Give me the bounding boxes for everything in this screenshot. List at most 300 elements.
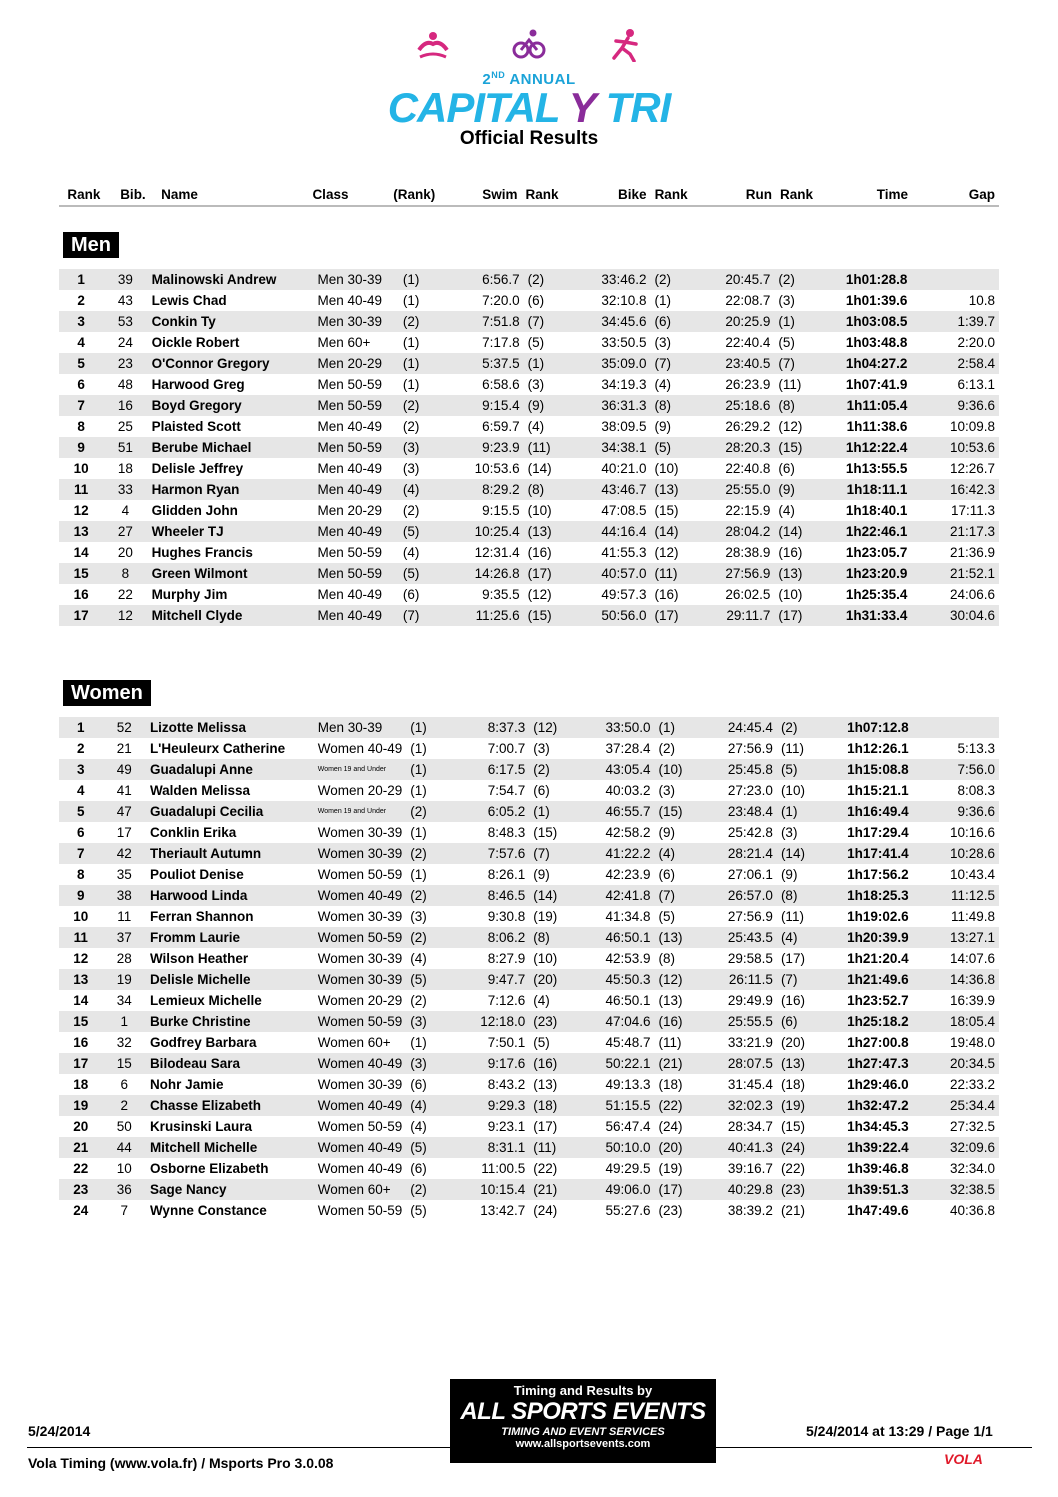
cell-class: Women 50-59	[314, 1011, 407, 1032]
cell-bib: 38	[102, 885, 145, 906]
cell-gap: 7:56.0	[913, 759, 999, 780]
cell-swim: 8:43.2	[487, 1077, 526, 1092]
table-row	[59, 605, 999, 626]
cell-swim: 6:56.7	[448, 269, 524, 290]
cell-run-rank: (1)	[777, 801, 823, 822]
table-row	[59, 948, 999, 969]
col-header-swim: Swim	[482, 186, 518, 202]
cell-run: 27:56.9	[727, 741, 773, 756]
cell-rank: 24	[73, 1203, 89, 1218]
cell-time: 1h20:39.9	[823, 927, 913, 948]
cell-swim-rank: (5)	[527, 335, 545, 350]
cell-class-rank: (2)	[406, 885, 454, 906]
cell-gap: 40:36.8	[949, 1203, 995, 1218]
table-row	[59, 864, 999, 885]
cell-run: 38:39.2	[727, 1203, 773, 1218]
cell-bib: 11	[117, 909, 132, 924]
cell-bike-rank: (8)	[658, 951, 676, 966]
cell-gap: 20:34.5	[913, 1053, 999, 1074]
cell-run-rank: (7)	[774, 353, 821, 374]
cell-rank: 20	[73, 1119, 89, 1134]
cell-rank: 1	[59, 717, 102, 738]
cell-swim: 8:48.3	[487, 825, 526, 840]
cell-class: Women 50-59	[317, 1119, 403, 1134]
cell-run-rank: (18)	[780, 1077, 805, 1092]
cell-rank: 5	[59, 801, 102, 822]
cell-time: 1h19:02.6	[847, 909, 909, 924]
cell-class-rank: (2)	[406, 801, 454, 822]
cell-name: Lizotte Melissa	[146, 717, 314, 738]
cell-bike-rank: (2)	[650, 269, 697, 290]
cell-bike: 50:56.0	[570, 605, 650, 626]
cell-name: Oickle Robert	[151, 335, 240, 350]
cell-swim-rank: (15)	[533, 825, 558, 840]
table-row	[59, 990, 999, 1011]
cell-run-rank: (17)	[780, 951, 805, 966]
cell-class: Women 30-39	[317, 825, 403, 840]
cell-bike: 45:50.3	[575, 969, 654, 990]
cell-bib: 53	[103, 311, 147, 332]
cell-bike: 34:45.6	[570, 311, 650, 332]
col-header-class: Class	[312, 186, 349, 202]
cell-class-rank: (1)	[402, 293, 420, 308]
cell-name: Conklin Erika	[149, 825, 237, 840]
cell-name: Lemieux Michelle	[149, 993, 262, 1008]
cell-name: Conkin Ty	[148, 311, 314, 332]
cell-class: Men 40-49	[317, 419, 383, 434]
cell-run-rank: (24)	[777, 1137, 823, 1158]
cell-run: 28:07.5	[701, 1053, 777, 1074]
cell-rank: 18	[73, 1077, 89, 1092]
cell-run: 27:06.1	[727, 867, 773, 882]
table-row	[59, 563, 999, 584]
vola-logo: VOLA	[944, 1451, 983, 1467]
cell-swim-rank: (10)	[527, 503, 552, 518]
cell-gap: 19:48.0	[949, 1035, 995, 1050]
cell-rank: 9	[59, 437, 103, 458]
cell-time: 1h25:18.2	[823, 1011, 913, 1032]
table-row	[59, 500, 999, 521]
cell-time: 1h21:49.6	[823, 969, 913, 990]
cell-class: Men 30-39	[314, 269, 399, 290]
cell-bike: 40:03.2	[605, 783, 651, 798]
cell-time: 1h47:49.6	[847, 1203, 909, 1218]
cell-class: Women 60+	[314, 1179, 407, 1200]
cell-bike-rank: (1)	[655, 717, 701, 738]
cell-swim: 14:26.8	[448, 563, 524, 584]
cell-class: Women 30-39	[317, 1077, 403, 1092]
cell-bike-rank: (23)	[658, 1203, 683, 1218]
cell-gap: 9:36.6	[913, 801, 999, 822]
cell-bike: 33:50.5	[601, 335, 647, 350]
cell-name: Guadalupi Anne	[146, 759, 314, 780]
table-row	[59, 906, 999, 927]
cell-swim: 9:35.5	[482, 587, 520, 602]
cell-swim-rank: (3)	[533, 741, 550, 756]
cell-run-rank: (7)	[777, 969, 823, 990]
cell-bike-rank: (5)	[658, 909, 676, 924]
cell-run: 25:55.5	[701, 1011, 777, 1032]
cell-time: 1h31:33.4	[821, 605, 911, 626]
cell-run-rank: (10)	[780, 783, 805, 798]
cell-bike: 43:05.4	[575, 759, 654, 780]
cell-rank: 3	[59, 311, 103, 332]
cell-bike-rank: (10)	[655, 759, 701, 780]
cell-bike: 36:31.3	[570, 395, 650, 416]
cell-bib: 25	[117, 419, 133, 434]
cell-name: Nohr Jamie	[149, 1077, 224, 1092]
cell-class-rank: (6)	[410, 1161, 427, 1176]
cell-bib: 50	[116, 1119, 132, 1134]
cell-gap: 27:32.5	[949, 1119, 995, 1134]
cell-bike-rank: (17)	[650, 605, 697, 626]
cell-rank: 11	[59, 927, 102, 948]
cell-class: Men 50-59	[314, 395, 399, 416]
cell-run-rank: (4)	[777, 927, 823, 948]
cell-gap: 2:20.0	[957, 335, 995, 350]
cell-run-rank: (5)	[777, 759, 823, 780]
cell-gap: 8:08.3	[957, 783, 995, 798]
cell-swim: 9:30.8	[487, 909, 526, 924]
cell-run-rank: (2)	[774, 269, 821, 290]
cell-run: 24:45.4	[701, 717, 777, 738]
cell-swim-rank: (15)	[524, 605, 571, 626]
cell-time: 1h15:21.1	[847, 783, 909, 798]
cell-bike: 49:29.5	[605, 1161, 651, 1176]
cell-class: Men 40-49	[317, 461, 383, 476]
footer-date-page: 5/24/2014 at 13:29 / Page 1/1	[806, 1423, 993, 1439]
cell-bike-rank: (10)	[654, 461, 679, 476]
cell-class-rank: (6)	[402, 587, 420, 602]
cell-gap: 10:43.4	[949, 867, 995, 882]
cell-swim: 8:27.9	[487, 951, 526, 966]
cell-swim: 8:46.5	[454, 885, 529, 906]
cell-name: Green Wilmont	[148, 563, 314, 584]
cell-bike: 42:41.8	[575, 885, 654, 906]
cell-class-rank: (4)	[399, 479, 448, 500]
cell-name: Theriault Autumn	[146, 843, 314, 864]
cell-bike-rank: (16)	[655, 1011, 701, 1032]
cell-class: Women 30-39	[317, 951, 403, 966]
cell-run-rank: (19)	[777, 1095, 823, 1116]
cell-class: Women 19 and Under	[314, 759, 407, 780]
cell-name: Bilodeau Sara	[146, 1053, 314, 1074]
cell-bib: 8	[103, 563, 147, 584]
cell-class-rank: (2)	[406, 1179, 454, 1200]
cell-swim-rank: (5)	[533, 1035, 550, 1050]
cell-bike-rank: (13)	[655, 927, 701, 948]
cell-class-rank: (4)	[402, 545, 420, 560]
cell-class: Women 50-59	[317, 867, 403, 882]
cell-bib: 47	[102, 801, 145, 822]
cell-bib: 39	[103, 269, 147, 290]
cell-swim: 6:58.6	[482, 377, 520, 392]
cell-gap: 32:09.6	[913, 1137, 999, 1158]
cell-bike-rank: (5)	[650, 437, 697, 458]
cell-run: 22:40.4	[725, 335, 771, 350]
cell-class: Men 30-39	[314, 311, 399, 332]
cell-gap: 21:36.9	[949, 545, 995, 560]
cell-name: Harwood Greg	[151, 377, 245, 392]
table-row	[59, 290, 999, 311]
brand-y: Y	[568, 84, 595, 131]
cell-bib: 15	[102, 1053, 145, 1074]
cell-rank: 9	[59, 885, 102, 906]
cell-bike: 43:46.7	[570, 479, 650, 500]
cell-swim-rank: (19)	[533, 909, 558, 924]
cell-class-rank: (1)	[402, 335, 420, 350]
cell-run: 25:55.0	[697, 479, 774, 500]
cell-swim: 5:37.5	[448, 353, 524, 374]
cell-swim-rank: (16)	[527, 545, 552, 560]
cell-gap: 2:58.4	[911, 353, 999, 374]
cell-time: 1h17:41.4	[823, 843, 913, 864]
men-results-table	[59, 269, 999, 626]
cell-bib: 1	[102, 1011, 145, 1032]
cell-run-rank: (3)	[778, 293, 795, 308]
cell-bike-rank: (4)	[655, 843, 701, 864]
cell-time: 1h01:28.8	[821, 269, 911, 290]
cell-gap: 10.8	[968, 293, 995, 308]
cell-swim: 9:23.1	[487, 1119, 526, 1134]
cell-name: Wilson Heather	[149, 951, 249, 966]
cell-swim-rank: (1)	[529, 801, 575, 822]
cell-name: Delisle Jeffrey	[151, 461, 244, 476]
cell-class: Women 50-59	[317, 1203, 403, 1218]
cell-class-rank: (1)	[410, 783, 427, 798]
cell-time: 1h12:22.4	[821, 437, 911, 458]
cell-class-rank: (2)	[402, 419, 420, 434]
cell-bib: 6	[120, 1077, 128, 1092]
cell-rank: 12	[73, 951, 89, 966]
cell-run-rank: (16)	[780, 993, 805, 1008]
cell-bike-rank: (16)	[654, 587, 679, 602]
cell-run: 40:41.3	[701, 1137, 777, 1158]
cell-run: 28:04.2	[697, 521, 774, 542]
cell-class-rank: (2)	[406, 843, 454, 864]
cell-bike-rank: (8)	[650, 395, 697, 416]
cell-swim-rank: (17)	[524, 563, 571, 584]
cell-swim-rank: (14)	[527, 461, 552, 476]
cell-bike: 50:10.0	[575, 1137, 654, 1158]
cell-bike: 47:08.5	[601, 503, 647, 518]
table-row	[59, 1053, 999, 1074]
cell-name: Lewis Chad	[151, 293, 227, 308]
cell-name: Osborne Elizabeth	[149, 1161, 269, 1176]
col-header-run: Run	[745, 186, 772, 202]
cell-bib: 19	[102, 969, 145, 990]
cell-class: Women 40-49	[314, 1095, 407, 1116]
cell-swim-rank: (20)	[529, 969, 575, 990]
cell-time: 1h03:48.8	[845, 335, 908, 350]
page-title: Official Results	[459, 128, 599, 149]
table-row	[59, 332, 999, 353]
cell-class: Men 20-29	[314, 353, 399, 374]
cell-swim: 7:20.0	[482, 293, 520, 308]
cell-run-rank: (16)	[778, 545, 803, 560]
cell-time: 1h07:41.9	[845, 377, 908, 392]
table-row	[59, 780, 999, 801]
table-row	[59, 885, 999, 906]
cell-bike: 44:16.4	[570, 521, 650, 542]
cell-run-rank: (15)	[774, 437, 821, 458]
cell-swim: 10:53.6	[474, 461, 520, 476]
cell-swim: 11:25.6	[448, 605, 524, 626]
cell-gap: 10:16.6	[949, 825, 995, 840]
cell-run-rank: (5)	[778, 335, 795, 350]
cell-bib: 28	[116, 951, 132, 966]
event-brand	[0, 84, 1058, 131]
cell-class: Women 30-39	[314, 969, 407, 990]
cell-time: 1h01:39.6	[845, 293, 908, 308]
cell-run: 23:48.4	[701, 801, 777, 822]
cell-gap: 11:12.5	[913, 885, 999, 906]
cell-bike: 40:21.0	[601, 461, 647, 476]
cell-run: 26:57.0	[701, 885, 777, 906]
section-women: Women	[63, 680, 151, 706]
cell-rank: 13	[59, 969, 102, 990]
cell-run-rank: (15)	[780, 1119, 805, 1134]
cell-bike: 33:46.2	[570, 269, 650, 290]
cell-bike: 33:50.0	[575, 717, 654, 738]
table-row	[59, 1116, 999, 1137]
cell-bike: 46:50.1	[575, 927, 654, 948]
col-header-class-rank: (Rank)	[393, 186, 436, 202]
cell-swim: 8:37.3	[454, 717, 529, 738]
cell-run: 29:49.9	[727, 993, 773, 1008]
cell-bike: 38:09.5	[601, 419, 647, 434]
cell-run: 20:25.9	[697, 311, 774, 332]
cell-swim: 7:17.8	[482, 335, 520, 350]
run-icon	[608, 28, 642, 62]
cell-name: Krusinski Laura	[149, 1119, 252, 1134]
table-row	[59, 1200, 999, 1221]
cell-bike-rank: (15)	[654, 503, 679, 518]
cell-run-rank: (11)	[778, 377, 802, 392]
cell-run-rank: (20)	[780, 1035, 805, 1050]
cell-run-rank: (22)	[780, 1161, 805, 1176]
cell-class-rank: (5)	[410, 1203, 427, 1218]
table-row	[59, 311, 999, 332]
cell-swim: 10:15.4	[454, 1179, 529, 1200]
cell-bike-rank: (22)	[655, 1095, 701, 1116]
cell-time: 1h22:46.1	[821, 521, 911, 542]
table-row	[59, 269, 999, 290]
cell-name: Delisle Michelle	[146, 969, 314, 990]
cell-bike: 47:04.6	[575, 1011, 654, 1032]
cell-rank: 1	[59, 269, 103, 290]
cell-name: Wheeler TJ	[148, 521, 314, 542]
cell-bike: 35:09.0	[570, 353, 650, 374]
cell-gap: 12:26.7	[949, 461, 995, 476]
cell-class: Women 30-39	[317, 909, 403, 924]
cell-class-rank: (1)	[406, 717, 454, 738]
cell-name: Harmon Ryan	[148, 479, 314, 500]
cell-class-rank: (1)	[410, 1035, 427, 1050]
cell-swim-rank: (11)	[524, 437, 571, 458]
cell-class-rank: (1)	[399, 353, 448, 374]
cell-bike: 41:55.3	[601, 545, 647, 560]
cell-gap: 30:04.6	[911, 605, 999, 626]
cell-rank: 8	[77, 419, 85, 434]
table-row	[59, 584, 999, 605]
cell-rank: 22	[73, 1161, 89, 1176]
cell-class: Men 40-49	[317, 587, 383, 602]
cell-class: Men 50-59	[314, 437, 399, 458]
cell-rank: 8	[76, 867, 85, 882]
cell-class: Women 20-29	[317, 993, 403, 1008]
cell-rank: 3	[59, 759, 102, 780]
cell-class: Women 20-29	[317, 783, 403, 798]
cell-rank: 15	[59, 563, 103, 584]
cell-rank: 10	[73, 461, 89, 476]
cell-gap: 10:09.8	[949, 419, 995, 434]
cell-bike: 46:55.7	[575, 801, 654, 822]
cell-bib: 41	[116, 783, 132, 798]
cell-bike: 49:57.3	[601, 587, 647, 602]
cell-bib: 21	[116, 741, 132, 756]
cell-swim: 6:17.5	[454, 759, 529, 780]
cell-bib: 32	[116, 1035, 132, 1050]
cell-rank: 23	[59, 1179, 102, 1200]
cell-class: Men 50-59	[317, 545, 383, 560]
cell-class-rank: (3)	[406, 1011, 454, 1032]
cell-swim-rank: (2)	[529, 759, 575, 780]
cell-time: 1h25:35.4	[845, 587, 908, 602]
cell-name: Burke Christine	[146, 1011, 314, 1032]
cell-swim: 12:31.4	[474, 545, 520, 560]
cell-swim-rank: (12)	[529, 717, 575, 738]
cell-run: 29:11.7	[697, 605, 774, 626]
cell-bike: 37:28.4	[605, 741, 651, 756]
cell-bike-rank: (7)	[655, 885, 701, 906]
cell-name: Walden Melissa	[149, 783, 250, 798]
cell-run-rank: (9)	[774, 479, 821, 500]
cell-bike-rank: (7)	[650, 353, 697, 374]
table-row	[59, 843, 999, 864]
cell-time: 1h32:47.2	[823, 1095, 913, 1116]
cell-run: 25:45.8	[701, 759, 777, 780]
cell-name: Fromm Laurie	[146, 927, 314, 948]
cell-swim-rank: (14)	[529, 885, 575, 906]
cell-run: 26:11.5	[701, 969, 777, 990]
cell-run-rank: (17)	[774, 605, 821, 626]
table-row	[59, 1158, 999, 1179]
cell-swim: 9:17.6	[454, 1053, 529, 1074]
cell-name: Malinowski Andrew	[148, 269, 314, 290]
table-row	[59, 479, 999, 500]
table-row	[59, 969, 999, 990]
cell-gap: 10:28.6	[913, 843, 999, 864]
cell-bike: 49:13.3	[605, 1077, 651, 1092]
cell-name: Glidden John	[151, 503, 238, 518]
cell-swim-rank: (6)	[533, 783, 550, 798]
sponsor-line-2: ALL SPORTS EVENTS	[460, 1398, 706, 1425]
cell-swim-rank: (9)	[533, 867, 550, 882]
cell-run: 27:56.9	[697, 563, 774, 584]
cell-run: 22:15.9	[725, 503, 771, 518]
cell-run: 20:45.7	[697, 269, 774, 290]
cell-bib: 36	[102, 1179, 145, 1200]
cell-bike-rank: (11)	[658, 1035, 682, 1050]
cell-run: 27:56.9	[727, 909, 773, 924]
cell-swim-rank: (2)	[524, 269, 571, 290]
cell-run: 22:08.7	[725, 293, 771, 308]
cell-run: 28:20.3	[697, 437, 774, 458]
table-row	[59, 1074, 999, 1095]
sponsor-line-4: www.allsportsevents.com	[515, 1438, 651, 1450]
cell-run: 29:58.5	[727, 951, 773, 966]
